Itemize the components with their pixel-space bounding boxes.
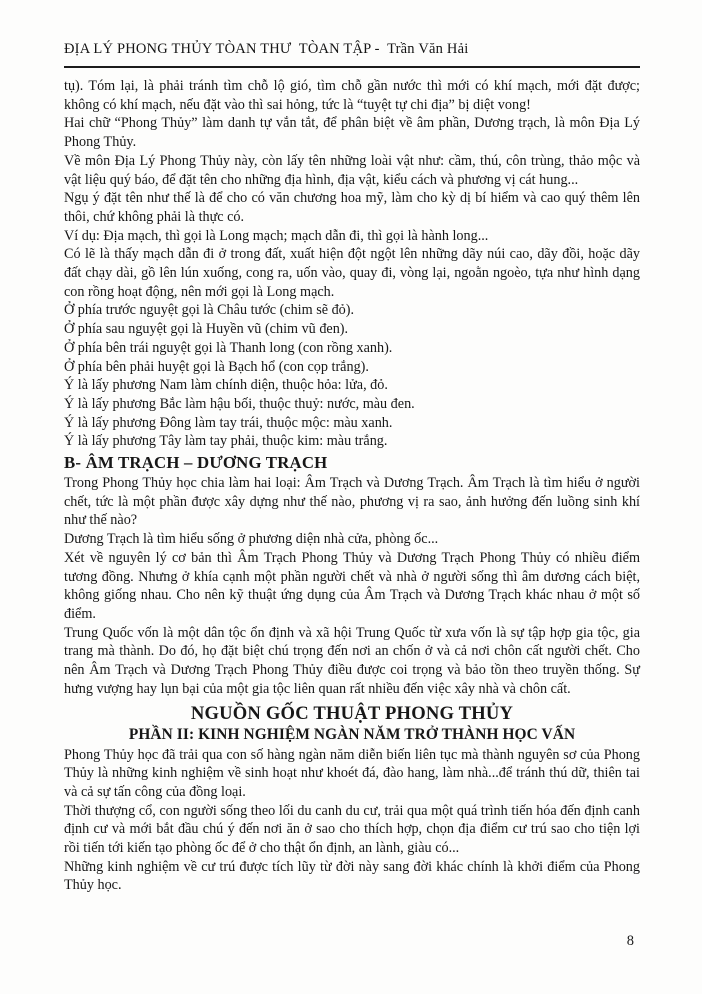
- page-header-title: ĐỊA LÝ PHONG THỦY TÒAN THƯ TÒAN TẬP - Trần Văn Hải: [64, 41, 469, 57]
- paragraph: Ngụ ý đặt tên như thế là để cho có văn chương hoa mỹ, làm cho kỳ dị bí hiểm và cao quý thêm lên thôi, chứ không phải là thực có.: [64, 190, 640, 225]
- paragraph: Ví dụ: Địa mạch, thì gọi là Long mạch; mạch dẫn đi, thì gọi là hành long...: [64, 227, 489, 244]
- paragraph: tụ). Tóm lại, là phải tránh tìm chỗ lộ gió, tìm chỗ gần nước thì mới có khí mạch, mới đặt được; không có khí mạch, nếu đặt vào thì sai hỏng, tức là “tuyệt tự chi địa” bị diệt vong!: [64, 78, 640, 113]
- paragraph: Xét về nguyên lý cơ bản thì Âm Trạch Phong Thủy và Dương Trạch Phong Thủy có nhiều điểm tương đồng. Nhưng ở khía cạnh một phần người chết và nhà ở người sống thì âm dương cách biệt, không giống nhau. Cho nên kỹ thuật ứng dụng của Âm Trạch và Dương Trạch khác nhau ở một số điểm.: [64, 549, 640, 622]
- document-body: [64, 77, 640, 895]
- paragraph: Trung Quốc vốn là một dân tộc ổn định và xã hội Trung Quốc từ xưa vốn là sự tập hợp gia tộc, gia trang mà thành. Do đó, họ đặt biệt chú trọng đến nơi an chốn ở và cả nơi chôn cất người chết. Cho nên Âm Trạch và Dương Trạch Phong Thủy điều được coi trọng và bảo tồn theo truyền thống. Sự hưng vượng hay lụn bại của một gia tộc liên quan rất nhiều đến việc xây nhà và chôn cất.: [64, 624, 640, 697]
- paragraph: Trong Phong Thủy học chia làm hai loại: Âm Trạch và Dương Trạch. Âm Trạch là tìm hiểu ở người chết, tức là một phần được xây dựng như thế nào, phương vị ra sao, ảnh hưởng đến luồng sinh khí như thế nào?: [64, 475, 640, 529]
- section-subheading-phan-ii: PHẦN II: KINH NGHIỆM NGÀN NĂM TRỞ THÀNH HỌC VẤN: [128, 725, 576, 743]
- page-number: 8: [626, 933, 634, 949]
- section-heading-nguon-goc-thuat-phong-thuy: NGUỒN GỐC THUẬT PHONG THỦY: [190, 702, 514, 724]
- paragraph: Ý là lấy phương Tây làm tay phải, thuộc kim: màu trắng.: [64, 433, 388, 450]
- paragraph: Ở phía trước nguyệt gọi là Châu tước (chim sẽ đỏ).: [64, 302, 355, 319]
- paragraph: Những kinh nghiệm về cư trú được tích lũy từ đời này sang đời khác chính là khởi điểm của Phong Thủy học.: [64, 858, 640, 894]
- paragraph: Ở phía bên phải huyệt gọi là Bạch hổ (con cọp trắng).: [64, 358, 369, 375]
- paragraph: Hai chữ “Phong Thủy” làm danh tự vắn tắt, để phân biệt về âm phần, Dương trạch, là môn Địa Lý Phong Thủy.: [64, 115, 640, 151]
- paragraph: Ý là lấy phương Bắc làm hậu bối, thuộc thuỷ: nước, màu đen.: [64, 395, 415, 412]
- paragraph: Ý là lấy phương Đông làm tay trái, thuộc mộc: màu xanh.: [64, 414, 393, 431]
- paragraph: Dương Trạch là tìm hiểu sống ở phương diện nhà cửa, phòng ốc...: [64, 531, 439, 548]
- header-rule: [64, 66, 640, 68]
- section-heading-am-trach-duong-trach: B- ÂM TRẠCH – DƯƠNG TRẠCH: [64, 453, 328, 473]
- paragraph: Ý là lấy phương Nam làm chính diện, thuộc hỏa: lửa, đỏ.: [64, 377, 388, 394]
- paragraph: Ở phía bên trái nguyệt gọi là Thanh long (con rồng xanh).: [64, 339, 393, 356]
- paragraph: Về môn Địa Lý Phong Thủy này, còn lấy tên những loài vật như: cầm, thú, côn trùng, thảo mộc và vật liệu quý báo, để đặt tên cho những địa hình, địa vật, kiểu cách và phương vị cát hung...: [64, 152, 640, 188]
- paragraph: Có lẽ là thấy mạch dẫn đi ở trong đất, xuất hiện đột ngột lên những dãy núi cao, dãy đồi, hoặc dãy đất chạy dài, gồ lên lún xuống, cong ra, uốn vào, quay đi, vòng lại, ngoằn ngoèo, tựa như hình dạng con rồng hoạt động, nên mới gọi là Long mạch.: [64, 246, 640, 300]
- paragraph: Phong Thủy học đã trải qua con số hàng ngàn năm diễn biến liên tục mà thành nguyên sơ của Phong Thủy là những kinh nghiệm về sinh hoạt như khoét đá, đào hang, làm nhà...để tránh thú dữ, thiên tai và cả sự tấn công của đồng loại.: [64, 746, 640, 800]
- paragraph: Thời thượng cổ, con người sống theo lối du canh du cư, trải qua một quá trình tiến hóa đến định canh định cư và mới bắt đầu chú ý đến nơi ăn ở sao cho thích hợp, chọn địa điểm cư trú sao cho tiện lợi rồi tiến tới kiến tạo phòng ốc để ở cho thật ổn định, an lành, giàu có...: [64, 802, 640, 857]
- paragraph: Ở phía sau nguyệt gọi là Huyền vũ (chim vũ đen).: [64, 321, 349, 338]
